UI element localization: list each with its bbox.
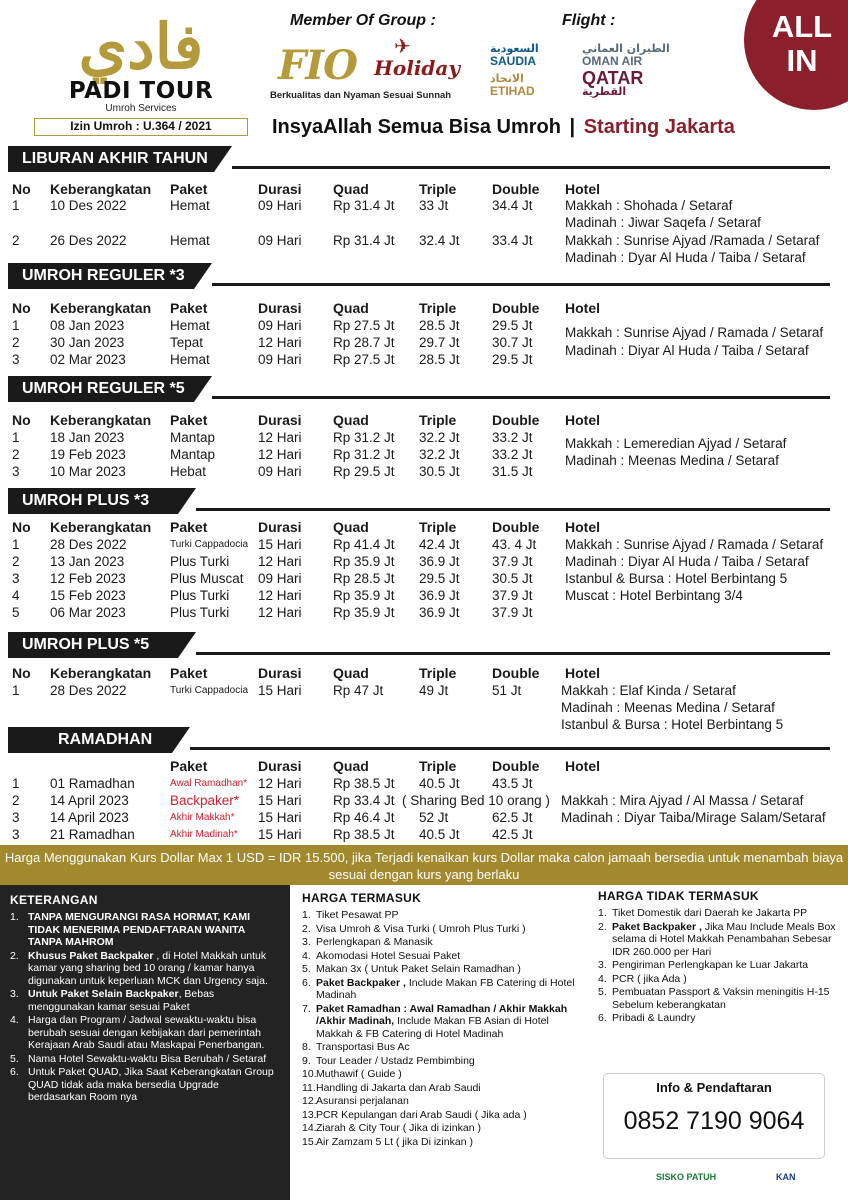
keterangan-box <box>0 885 290 1200</box>
contact-title: Info & Pendaftaran <box>656 1080 772 1095</box>
list-item-number: 4. <box>302 949 311 962</box>
list-item-rest: Include Makan FB Asian di Hotel Makkah & FB Catering di Hotel Madinah <box>316 1015 549 1040</box>
list-item-rest: Muthawif ( Guide ) <box>316 1068 402 1080</box>
table-row: Madinah : Meenas Medina / Setaraf <box>561 700 775 715</box>
list-item-number: 12. <box>302 1095 317 1107</box>
hotel-line: Madinah : Diyar Taiba/Mirage Salam/Setaraf <box>561 810 826 825</box>
list-item <box>302 1095 580 1108</box>
hotel-line: Madinah : Meenas Medina / Setaraf <box>565 453 779 468</box>
table-header: No Keberangkatan Paket Durasi Quad Triple Double Hotel <box>12 519 600 535</box>
list-item-rest: Tiket Domestik dari Daerah ke Jakarta PP <box>612 907 808 919</box>
list-item-text <box>316 1136 473 1149</box>
list-item-number: 11. <box>302 1081 316 1094</box>
kan-logo: KAN <box>776 1172 796 1182</box>
partner-name-1: FIO <box>278 42 357 89</box>
certification-logos <box>626 1168 826 1192</box>
list-item-rest: Air Zamzam 5 Lt ( jika Di izinkan ) <box>316 1135 473 1148</box>
list-item-number: 4. <box>598 972 607 985</box>
list-item <box>598 907 840 920</box>
list-item <box>302 977 580 1002</box>
list-item-bold: Paket Backpaker , <box>612 920 702 933</box>
list-item <box>598 959 840 972</box>
table-row: 1 18 Jan 2023 Mantap 12 Hari Rp 31.2 Jt 32.2 Jt 33.2 Jt <box>12 430 533 445</box>
list-item-text <box>316 1041 410 1054</box>
sisko-logo: SISKO PATUH <box>656 1172 717 1182</box>
termasuk-title: HARGA TERMASUK <box>302 891 422 905</box>
list-item-text <box>316 923 526 936</box>
list-item-rest: Untuk Paket QUAD, Jika Saat Keberangkatan Group QUAD tidak ada maka bersedia Upgrade berdasarkan Room nya <box>28 1066 274 1103</box>
list-item-text <box>28 1014 280 1052</box>
harga-termasuk-box <box>290 885 590 1200</box>
list-item <box>302 1055 580 1068</box>
section-title: UMROH PLUS *3 <box>8 488 178 514</box>
list-item-rest: Ziarah & City Tour ( Jika di izinkan ) <box>316 1122 481 1134</box>
table-row: Istanbul & Bursa : Hotel Berbintang 5 <box>561 717 784 732</box>
list-item-number: 6. <box>598 1012 607 1024</box>
list-item-rest: Include Makan FB Catering di Hotel Madinah <box>316 976 575 1001</box>
table-row: 3 12 Feb 2023 Plus Muscat 09 Hari Rp 28.5 Jt 29.5 Jt 30.5 Jt Istanbul & Bursa : Hotel Berbintang 5 <box>12 571 788 586</box>
divider <box>196 508 830 511</box>
table-row: 3 21 Ramadhan Akhir Madinah* 15 Hari Rp 38.5 Jt 40.5 Jt 42.5 Jt <box>12 827 533 842</box>
contact-phone[interactable]: 0852 7190 9064 <box>623 1107 805 1135</box>
list-item-text <box>316 936 433 949</box>
list-item-rest: Makan 3x ( Untuk Paket Selain Ramadhan ) <box>316 963 521 975</box>
section-title: LIBURAN AKHIR TAHUN <box>8 146 214 172</box>
list-item-number: 6. <box>10 1066 19 1078</box>
list-item-number: 5. <box>10 1052 19 1065</box>
list-item-rest: Akomodasi Hotel Sesuai Paket <box>316 949 461 962</box>
partner-tagline: Berkualitas dan Nyaman Sesuai Sunnah <box>270 90 452 101</box>
list-item <box>302 950 580 963</box>
table-row: 1 28 Des 2022 Turki Cappadocia 15 Hari Rp 41.4 Jt 42.4 Jt 43. 4 Jt Makkah : Sunrise Ajyad / Ramada / Setaraf <box>12 537 824 552</box>
list-item-rest: , di Hotel Makkah untuk kamar yang sharing bed 10 orang / kamar hanya digunakan untuk keperluan MCK dan Urgency saja. <box>28 949 268 987</box>
keterangan-list <box>10 911 280 1104</box>
list-item-number: 1. <box>10 911 19 923</box>
list-item-text <box>28 988 280 1013</box>
table-row: 5 06 Mar 2023 Plus Turki 12 Hari Rp 35.9 Jt 36.9 Jt 37.9 Jt <box>12 605 533 620</box>
list-item-text <box>28 911 280 949</box>
list-item-rest: PCR Kepulangan dari Arab Saudi ( Jika ada ) <box>316 1108 527 1121</box>
list-item-text <box>316 1003 580 1041</box>
list-item-text <box>612 986 840 1011</box>
list-item-text <box>316 963 521 976</box>
section-title: UMROH REGULER *3 <box>8 263 194 289</box>
list-item-number: 2. <box>598 920 607 933</box>
airplane-icon: ✈ <box>394 36 411 58</box>
list-item-bold: Paket Ramadhan : Awal Ramadhan / Akhir Makkah /Akhir Madinah, <box>316 1002 568 1027</box>
list-item-rest: Perlengkapan & Manasik <box>316 936 433 948</box>
brand-logo <box>30 10 252 114</box>
table-row: Madinah : Jiwar Saqefa / Setaraf <box>565 215 761 230</box>
list-item-number: 7. <box>302 1002 311 1015</box>
list-item <box>10 1066 280 1104</box>
airline-qatar-logo: QATAR القطرية <box>582 68 644 98</box>
hotel-line: Madinah : Diyar Al Huda / Taiba / Setaraf <box>565 343 809 358</box>
table-row: 3 10 Mar 2023 Hebat 09 Hari Rp 29.5 Jt 30.5 Jt 31.5 Jt <box>12 464 533 479</box>
list-item-number: 3. <box>302 936 311 948</box>
partner-logo <box>278 36 460 89</box>
list-item-text <box>612 1012 695 1025</box>
list-item-number: 9. <box>302 1054 311 1067</box>
list-item-number: 15. <box>302 1135 317 1148</box>
list-item-text <box>316 1082 481 1095</box>
list-item-text <box>316 1109 527 1122</box>
list-item-text <box>612 973 687 986</box>
list-item-number: 10. <box>302 1068 317 1080</box>
list-item-rest: Tour Leader / Ustadz Pembimbing <box>316 1054 475 1067</box>
table-header: Paket Durasi Quad Triple Double Hotel <box>170 758 600 774</box>
list-item <box>10 988 280 1013</box>
list-item-rest: Visa Umroh & Visa Turki ( Umroh Plus Turki ) <box>316 922 526 935</box>
list-item-number: 1. <box>598 907 607 919</box>
table-row: 2 14 April 2023 Backpaker* 15 Hari Rp 33.4 Jt ( Sharing Bed 10 orang ) <box>12 793 550 808</box>
section-title: RAMADHAN <box>8 727 172 753</box>
list-item <box>302 1136 580 1149</box>
list-item-text <box>28 950 280 988</box>
partner-name-2: Holiday <box>374 56 460 80</box>
table-header: No Keberangkatan Paket Durasi Quad Triple Double Hotel <box>12 300 600 316</box>
list-item <box>302 1122 580 1135</box>
list-item-number: 5. <box>598 986 607 998</box>
list-item-rest: Pengiriman Perlengkapan ke Luar Jakarta <box>612 959 809 971</box>
table-row: Madinah : Dyar Al Huda / Taiba / Setaraf <box>565 250 806 265</box>
table-row: 2 30 Jan 2023 Tepat 12 Hari Rp 28.7 Jt 29.7 Jt 30.7 Jt <box>12 335 533 350</box>
table-row: 2 19 Feb 2023 Mantap 12 Hari Rp 31.2 Jt 32.2 Jt 33.2 Jt <box>12 447 533 462</box>
list-item-number: 8. <box>302 1041 311 1053</box>
list-item-number: 14. <box>302 1122 317 1134</box>
table-row: 1 28 Des 2022 Turki Cappadocia 15 Hari Rp 47 Jt 49 Jt 51 Jt Makkah : Elaf Kinda / Setaraf <box>12 683 736 698</box>
list-item-bold: TANPA MENGURANGI RASA HORMAT, KAMI TIDAK MENERIMA PENDAFTARAN WANITA TANPA MAHROM <box>28 911 251 948</box>
list-item <box>302 1082 580 1095</box>
list-item <box>10 1014 280 1052</box>
list-item <box>302 936 580 949</box>
contact-box <box>603 1073 825 1159</box>
divider <box>232 166 830 169</box>
list-item <box>10 1053 280 1066</box>
list-item-rest: Pembuatan Passport & Vaksin meningitis H-15 Sebelum keberangkatan <box>612 986 830 1011</box>
table-row: 1 10 Des 2022 Hemat 09 Hari Rp 31.4 Jt 33 Jt 34.4 Jt Makkah : Shohada / Setaraf <box>12 198 733 213</box>
motto-separator: | <box>569 116 576 138</box>
list-item-text <box>316 1068 402 1081</box>
list-item-number: 1. <box>302 909 311 921</box>
brand-arabic: فادي <box>78 10 204 83</box>
table-row: 3 14 April 2023 Akhir Makkah* 15 Hari Rp 46.4 Jt 52 Jt 62.5 Jt <box>12 810 533 825</box>
list-item <box>302 1041 580 1054</box>
list-item-text <box>612 959 808 972</box>
list-item-number: 2. <box>302 922 311 935</box>
list-item <box>598 986 840 1011</box>
keterangan-title: KETERANGAN <box>10 893 98 907</box>
member-label: Member Of Group : <box>290 12 436 29</box>
list-item <box>10 911 280 949</box>
license-box: Izin Umroh : U.364 / 2021 <box>34 118 248 136</box>
section-title: UMROH PLUS *5 <box>8 632 178 658</box>
table-header: No Keberangkatan Paket Durasi Quad Triple Double Hotel <box>12 665 600 681</box>
motto-start: Starting Jakarta <box>583 116 735 138</box>
airline-etihad-logo: الاتحاد ETIHAD <box>490 72 535 98</box>
list-item <box>10 950 280 988</box>
table-row: 4 15 Feb 2023 Plus Turki 12 Hari Rp 35.9 Jt 36.9 Jt 37.9 Jt Muscat : Hotel Berbintang 3/4 <box>12 588 743 603</box>
divider <box>190 747 830 750</box>
list-item-rest: Asuransi perjalanan <box>316 1095 409 1107</box>
brand-subtitle: Umroh Services <box>105 103 177 114</box>
list-item-rest: Tiket Pesawat PP <box>316 909 399 921</box>
list-item-rest: Jika Mau Include Meals Box selama di Hotel Makkah Penambahan Sebesar IDR 260.000 per Hari <box>612 920 836 958</box>
table-row: 1 01 Ramadhan Awal Ramadhan* 12 Hari Rp 38.5 Jt 40.5 Jt 43.5 Jt <box>12 776 533 791</box>
flight-label: Flight : <box>562 12 616 29</box>
airline-oman-logo: الطيران العماني OMAN AIR <box>582 42 670 68</box>
table-header: No Keberangkatan Paket Durasi Quad Triple Double Hotel <box>12 412 600 428</box>
table-row: 3 02 Mar 2023 Hemat 09 Hari Rp 27.5 Jt 28.5 Jt 29.5 Jt <box>12 352 533 367</box>
list-item-text <box>316 1095 409 1108</box>
divider <box>212 396 830 399</box>
list-item-text <box>316 977 580 1002</box>
table-row: 2 13 Jan 2023 Plus Turki 12 Hari Rp 35.9 Jt 36.9 Jt 37.9 Jt Madinah : Diyar Al Huda / Taiba / Setaraf <box>12 554 809 569</box>
list-item-rest: Transportasi Bus Ac <box>316 1041 410 1053</box>
table-row: 2 26 Des 2022 Hemat 09 Hari Rp 31.4 Jt 32.4 Jt 33.4 Jt Makkah : Sunrise Ajyad /Ramada / Setaraf <box>12 233 820 248</box>
list-item-rest: Nama Hotel Sewaktu-waktu Bisa Berubah / Setaraf <box>28 1052 267 1065</box>
divider <box>196 652 830 655</box>
list-item-rest: PCR ( jika Ada ) <box>612 972 687 985</box>
list-item-text <box>28 1066 280 1104</box>
list-item-bold: Khusus Paket Backpaker <box>28 949 154 962</box>
list-item <box>302 1003 580 1041</box>
list-item-number: 3. <box>10 988 19 1000</box>
list-item-text <box>612 921 840 959</box>
list-item-number: 5. <box>302 963 311 975</box>
termasuk-list <box>302 909 580 1148</box>
list-item <box>302 963 580 976</box>
divider <box>212 283 830 286</box>
list-item-text <box>316 1055 475 1068</box>
list-item-rest: Pribadi & Laundry <box>612 1012 696 1024</box>
list-item-number: 13. <box>302 1108 317 1121</box>
list-item <box>302 909 580 922</box>
currency-note: Harga Menggunakan Kurs Dollar Max 1 USD = IDR 15.500, jika Terjadi kenaikan kurs Dollar maka calon jamaah bersedia untuk menambah biaya sesuai dengan kurs yang berlaku <box>0 845 848 885</box>
list-item-text <box>316 909 398 922</box>
list-item-text <box>612 907 807 920</box>
list-item-number: 6. <box>302 976 311 989</box>
list-item-number: 2. <box>10 949 19 962</box>
list-item-text <box>28 1053 266 1066</box>
table-header: No Keberangkatan Paket Durasi Quad Triple Double Hotel <box>12 181 600 197</box>
hotel-line: Makkah : Sunrise Ajyad / Ramada / Setaraf <box>565 325 824 340</box>
motto <box>272 116 735 139</box>
list-item <box>598 921 840 959</box>
list-item-number: 3. <box>598 959 607 971</box>
list-item-text <box>316 950 460 963</box>
hotel-line: Makkah : Lemeredian Ajyad / Setaraf <box>565 436 787 451</box>
list-item-number: 4. <box>10 1014 19 1026</box>
table-row: 1 08 Jan 2023 Hemat 09 Hari Rp 27.5 Jt 28.5 Jt 29.5 Jt <box>12 318 533 333</box>
list-item-bold: Untuk Paket Selain Backpaker <box>28 988 179 1000</box>
list-item <box>302 1068 580 1081</box>
list-item <box>598 1012 840 1025</box>
list-item <box>302 923 580 936</box>
list-item-rest: Harga dan Program / Jadwal sewaktu-waktu bisa berubah sesuai dengan kebijakan dari pemerintah Kerajaan Arab Saudi atau Maskapai Penerbangan. <box>28 1014 265 1051</box>
motto-main: InsyaAllah Semua Bisa Umroh <box>272 116 561 138</box>
list-item-bold: Paket Backpaker , <box>316 976 406 989</box>
tidak-title: HARGA TIDAK TERMASUK <box>598 889 759 903</box>
all-in-badge: ALL IN <box>744 0 848 110</box>
airline-saudia-logo: السعودية SAUDIA <box>490 42 539 68</box>
list-item <box>598 973 840 986</box>
hotel-line: Makkah : Mira Ajyad / Al Massa / Setaraf <box>561 793 804 808</box>
tidak-list <box>598 907 840 1025</box>
list-item-text <box>316 1122 481 1135</box>
brand-name: PADI TOUR <box>68 78 214 104</box>
section-title: UMROH REGULER *5 <box>8 376 194 402</box>
list-item-rest: Handling di Jakarta dan Arab Saudi <box>316 1081 481 1094</box>
list-item-rest: , Bebas menggunakan kamar sesuai Paket <box>28 988 215 1013</box>
list-item <box>302 1109 580 1122</box>
